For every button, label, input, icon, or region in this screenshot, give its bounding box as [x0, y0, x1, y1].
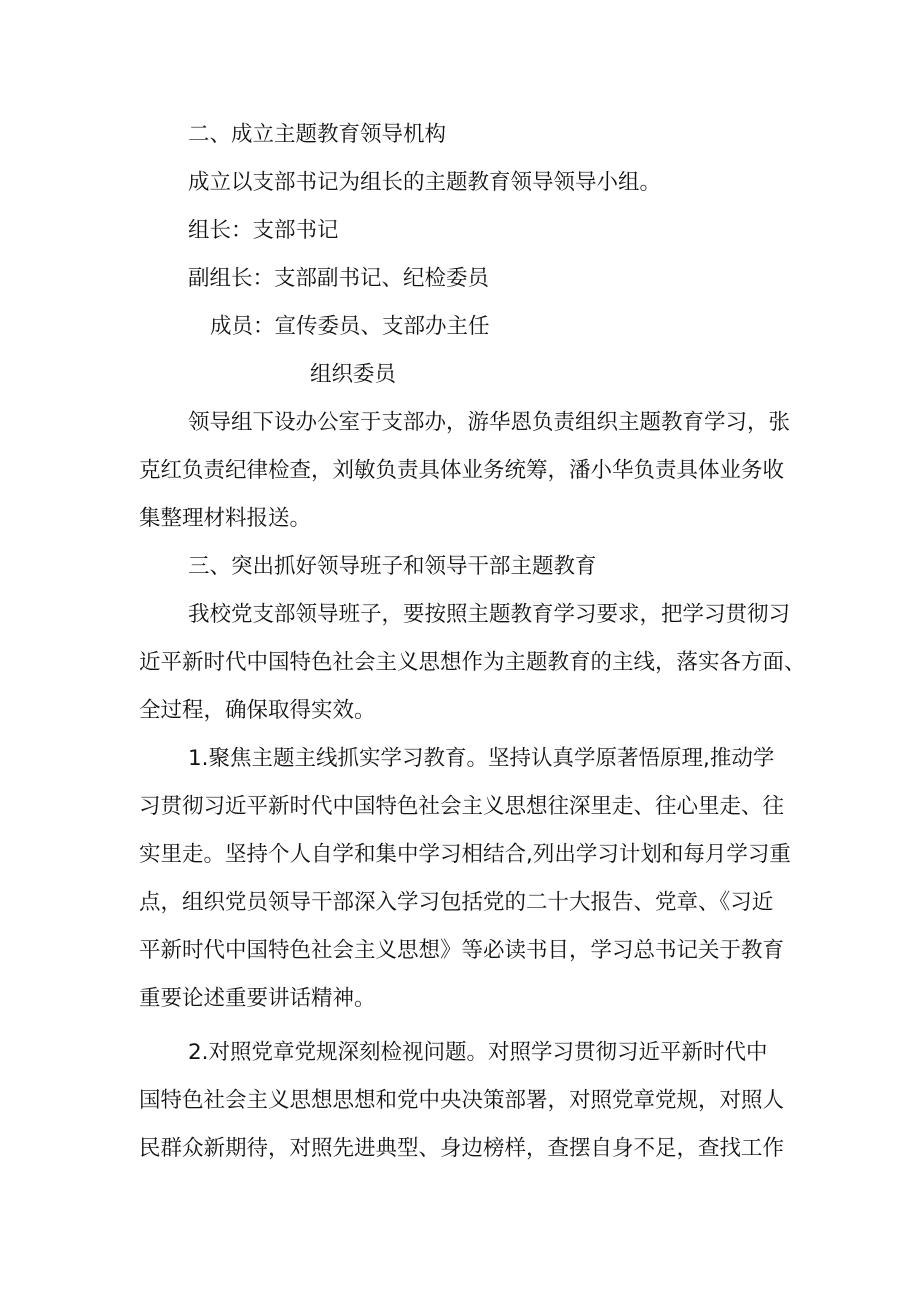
paragraph-line: 领导组下设办公室于支部办，游华恩负责组织主题教育学习，张 — [188, 410, 791, 435]
section-heading-2: 二、成立主题教育领导机构 — [188, 122, 447, 147]
paragraph-line: 点，组织党员领导干部深入学习包括党的二十大报告、党章、《习近 — [139, 890, 774, 915]
paragraph-line: 成立以支部书记为组长的主题教育领导领导小组。 — [188, 170, 662, 195]
paragraph-line: 2.对照党章党规深刻检视问题。对照学习贯彻习近平新时代中 — [188, 1040, 768, 1065]
paragraph-line: 民群众新期待，对照先进典型、身边榜样，查摆自身不足，查找工作 — [139, 1136, 785, 1161]
paragraph-line: 实里走。坚持个人自学和集中学习相结合,列出学习计划和每月学习重 — [139, 842, 791, 867]
paragraph-line: 成员：宣传委员、支部办主任 — [210, 314, 490, 339]
paragraph-line: 组织委员 — [310, 362, 397, 387]
paragraph-line: 平新时代中国特色社会主义思想》等必读书目，学习总书记关于教育 — [139, 938, 785, 963]
section-heading-3: 三、突出抓好领导班子和领导干部主题教育 — [188, 554, 597, 579]
paragraph-line: 我校党支部领导班子，要按照主题教育学习要求，把学习贯彻习 — [188, 602, 791, 627]
paragraph-line: 重要论述重要讲话精神。 — [139, 986, 376, 1011]
paragraph-line: 副组长：支部副书记、纪检委员 — [188, 266, 490, 291]
paragraph-line: 近平新时代中国特色社会主义思想作为主题教育的主线，落实各方面、 — [139, 650, 806, 675]
paragraph-line: 国特色社会主义思想思想和党中央决策部署，对照党章党规，对照人 — [139, 1088, 785, 1113]
paragraph-line: 克红负责纪律检查，刘敏负责具体业务统筹，潘小华负责具体业务收 — [139, 458, 785, 483]
paragraph-line: 习贯彻习近平新时代中国特色社会主义思想往深里走、往心里走、往 — [139, 794, 785, 819]
paragraph-line: 集整理材料报送。 — [139, 506, 312, 531]
paragraph-line: 组长：支部书记 — [188, 218, 339, 243]
paragraph-line: 全过程，确保取得实效。 — [139, 698, 376, 723]
paragraph-line: 1.聚焦主题主线抓实学习教育。坚持认真学原著悟原理,推动学 — [188, 746, 775, 771]
